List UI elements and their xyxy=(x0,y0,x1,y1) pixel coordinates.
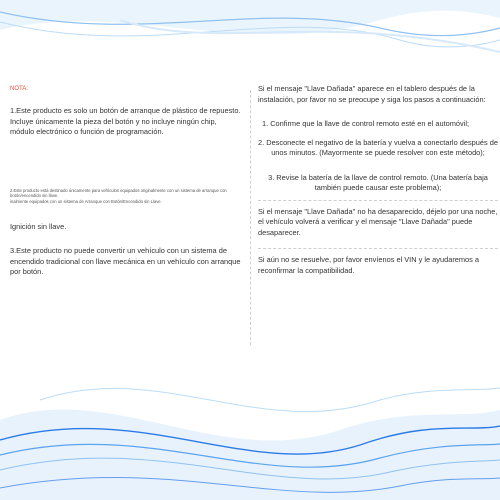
column-divider xyxy=(250,90,251,345)
note-item-1: 1.Este producto es solo un botón de arranque de plástico de repuesto. Incluye únicamente la pieza del botón y no incluye ningún chip, módulo electrónico o función de programación. xyxy=(10,106,241,136)
note-label: NOTA: xyxy=(10,86,28,92)
section-divider-1 xyxy=(258,200,498,201)
troubleshooting-column xyxy=(258,84,498,276)
ignition-label: Ignición sin llave. xyxy=(10,222,67,232)
notes-column xyxy=(10,86,242,278)
troubleshooting-contact: Si aún no se resuelve, por favor envíenos el VIN y le ayudaremos a reconfirmar la compatibilidad. xyxy=(258,255,480,275)
note-item-2-text-b: inalmente equipados con un sistema de Arranque con Botón/Encendido sin Llave. xyxy=(10,198,162,204)
note-item-2 xyxy=(10,188,242,205)
note-item-3: 3.Este producto no puede convertir un vehículo con un sistema de encendido tradicional con llave mecánica en un vehículo con arranque por botón. xyxy=(10,246,241,277)
troubleshooting-step-3: 3. Revise la batería de la llave de control remoto. (Una batería baja también puede causar este problema); xyxy=(268,172,488,192)
troubleshooting-followup: Si el mensaje "Llave Dañada" no ha desaparecido, déjelo por una noche, el vehículo volverá a verificar y el mensaje "Llave Dañada" puede desaparecer. xyxy=(258,206,498,237)
troubleshooting-step-1: 1. Confirme que la llave de control remoto esté en el automóvil; xyxy=(262,119,470,128)
bottom-wave-line-4 xyxy=(40,388,500,412)
section-divider-2 xyxy=(258,248,498,249)
bottom-wave-fill xyxy=(0,409,500,500)
note-item-2-text: 2.Este producto está destinado únicamente para vehículos equipados originalmente con un sistema de arranque con botón/encendido sin llave. xyxy=(10,187,227,199)
troubleshooting-step-2: 2. Desconecte el negativo de la batería y vuelva a conectarlo después de unos minutos. (Mayormente se puede resolver con este método); xyxy=(258,137,498,157)
troubleshooting-intro: Si el mensaje "Llave Dañada" aparece en el tablero después de la instalación, por favor no se preocupe y siga los pasos a continuación: xyxy=(258,84,486,104)
